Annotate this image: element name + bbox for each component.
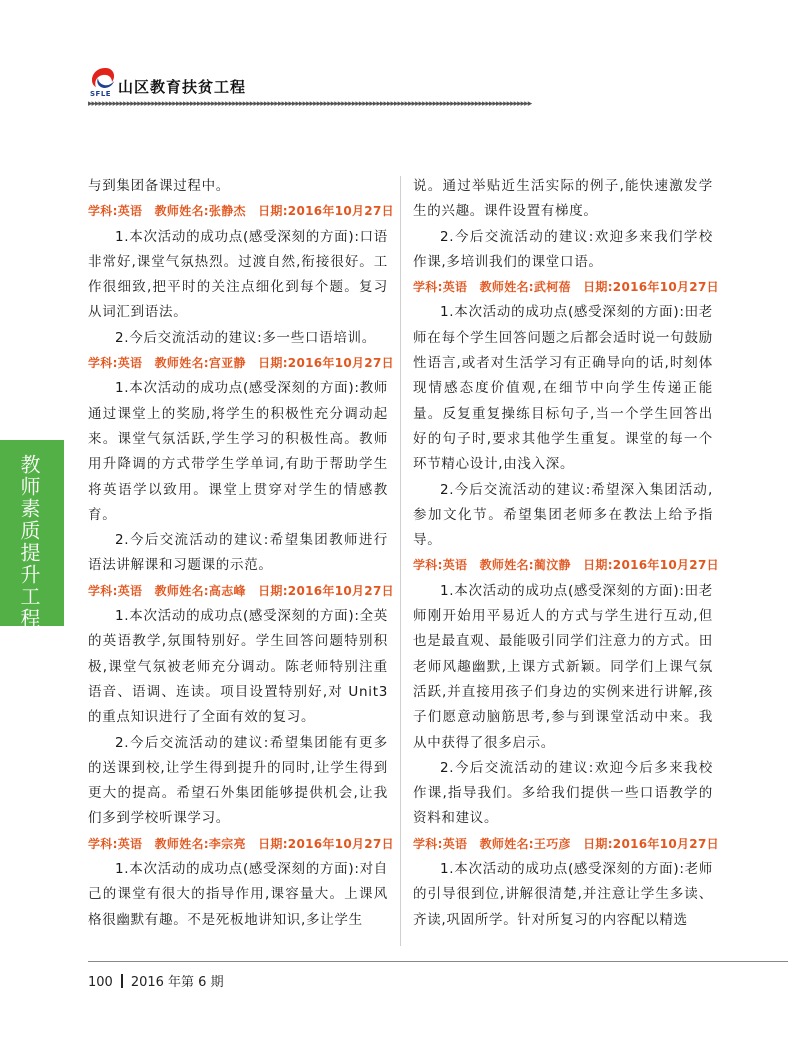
- feedback-paragraph: 1.本次活动的成功点(感受深刻的方面):全英的英语教学,氛围特别好。学生回答问题特别积极,课堂气氛被老师充分调动。陈老师特别注重语音、语调、连读。项目设置特别好,对 Unit3 的重点知识进行了全面有效的复习。: [88, 608, 388, 726]
- feedback-paragraph: 2.今后交流活动的建议:希望集团教师进行语法讲解课和习题课的示范。: [88, 532, 388, 574]
- teacher-info-line: 学科:英语 教师姓名:武柯蓓 日期:2016年10月27日: [413, 280, 719, 295]
- logo-text: SFLE: [90, 90, 112, 98]
- page-footer: [88, 971, 224, 990]
- teacher-info-line: 学科:英语 教师姓名:张静杰 日期:2016年10月27日: [88, 204, 394, 219]
- right-column: [413, 174, 719, 933]
- dotted-divider: ▸▸▸▸▸▸▸▸▸▸▸▸▸▸▸▸▸▸▸▸▸▸▸▸▸▸▸▸▸▸▸▸▸▸▸▸▸▸▸▸▸▸▸▸▸▸▸▸▸▸▸▸▸▸▸▸▸▸▸▸▸▸▸▸▸▸▸▸▸▸▸▸▸▸▸▸▸▸▸▸▸▸▸▸▸▸▸▸▸▸▸▸▸▸▸▸▸▸▸▸▸▸▸▸▸▸▸▸▸▸▸▸▸▸▸▸▸▸▸▸▸▸▸▸▸▸: [88, 101, 532, 107]
- feedback-paragraph: 1.本次活动的成功点(感受深刻的方面):田老师刚开始用平易近人的方式与学生进行互动,但也是最直观、最能吸引同学们注意力的方式。田老师风趣幽默,上课方式新颖。同学们上课气氛活跃,并直接用孩子们身边的实例来进行讲解,孩子们愿意动脑筋思考,参与到课堂活动中来。我从中获得了很多启示。: [413, 582, 713, 751]
- feedback-paragraph: 2.今后交流活动的建议:欢迎多来我们学校作课,多培训我们的课堂口语。: [413, 228, 713, 270]
- feedback-paragraph: 2.今后交流活动的建议:多一些口语培训。: [115, 329, 376, 346]
- feedback-paragraph: 1.本次活动的成功点(感受深刻的方面):田老师在每个学生回答问题之后都会适时说一句鼓励性语言,或者对生活学习有正确导向的话,时刻体现情感态度价值观,在细节中向学生传递正能量。反复重复操练目标句子,当一个学生回答出好的句子时,要求其他学生重复。课堂的每一个环节精心设计,由浅入深。: [413, 304, 713, 473]
- feedback-paragraph: 1.本次活动的成功点(感受深刻的方面):教师通过课堂上的奖励,将学生的积极性充分调动起来。课堂气氛活跃,学生学习的积极性高。教师用升降调的方式带学生学单词,有助于帮助学生将英语学以致用。课堂上贯穿对学生的情感教育。: [88, 380, 388, 523]
- teacher-info-line: 学科:英语 教师姓名:宫亚静 日期:2016年10月27日: [88, 356, 394, 371]
- teacher-info-line: 学科:英语 教师姓名:王巧彦 日期:2016年10月27日: [413, 836, 719, 851]
- continued-text: 说。通过举贴近生活实际的例子,能快速激发学生的兴趣。课件设置有梯度。: [413, 178, 713, 220]
- teacher-info-line: 学科:英语 教师姓名:李宗亮 日期:2016年10月27日: [88, 836, 394, 851]
- continued-text: 与到集团备课过程中。: [88, 178, 230, 194]
- page-header-title: 山区教育扶贫工程: [118, 78, 247, 96]
- feedback-paragraph: 2.今后交流活动的建议:欢迎今后多来我校作课,指导我们。多给我们提供一些口语教学的资料和建议。: [413, 759, 713, 827]
- feedback-paragraph: 1.本次活动的成功点(感受深刻的方面):口语非常好,课堂气氛热烈。过渡自然,衔接很好。工作很细致,把平时的关注点细化到每个题。复习从词汇到语法。: [88, 228, 388, 321]
- footer-separator: [121, 974, 123, 988]
- teacher-info-line: 学科:英语 教师姓名:蔺汶静 日期:2016年10月27日: [413, 558, 719, 573]
- column-divider: [400, 176, 401, 946]
- left-column: [88, 174, 394, 933]
- issue-label: 2016 年第 6 期: [130, 975, 224, 990]
- teacher-info-line: 学科:英语 教师姓名:高志峰 日期:2016年10月27日: [88, 583, 394, 598]
- feedback-paragraph: 2.今后交流活动的建议:希望深入集团活动,参加文化节。希望集团老师多在教法上给予指导。: [413, 481, 713, 549]
- feedback-paragraph: 2.今后交流活动的建议:希望集团能有更多的送课到校,让学生得到提升的同时,让学生得到更大的提高。希望石外集团能够提供机会,让我们多到学校听课学习。: [88, 734, 388, 827]
- section-side-tab-label: 教师素质提升工程: [17, 454, 41, 630]
- footer-rule: [88, 961, 788, 962]
- feedback-paragraph: 1.本次活动的成功点(感受深刻的方面):对自己的课堂有很大的指导作用,课容量大。上课风格很幽默有趣。不是死板地讲知识,多让学生: [88, 861, 388, 928]
- feedback-paragraph: 1.本次活动的成功点(感受深刻的方面):老师的引导很到位,讲解很清楚,并注意让学生多读、齐读,巩固所学。针对所复习的内容配以精选: [413, 861, 713, 928]
- section-side-tab: [0, 440, 64, 630]
- page-number: 100: [88, 975, 113, 990]
